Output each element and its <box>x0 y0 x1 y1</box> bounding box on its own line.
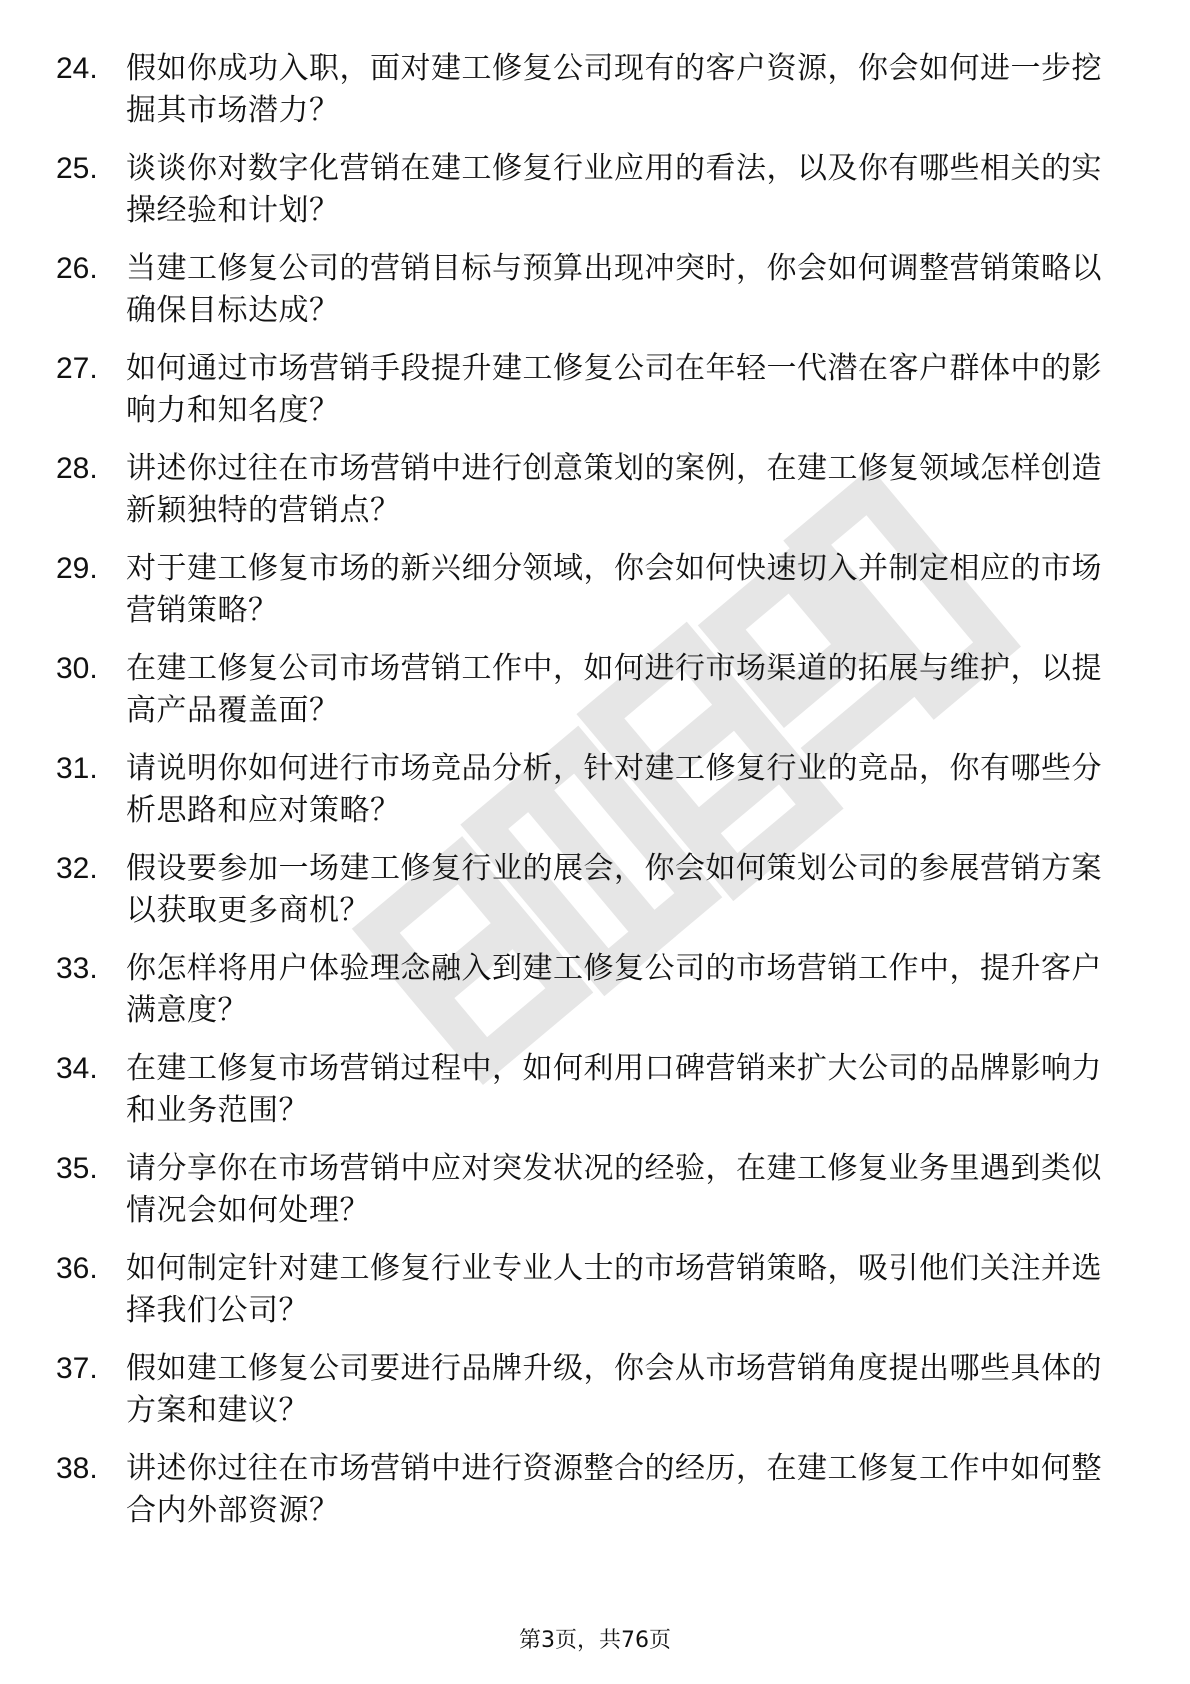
question-item <box>56 248 1116 332</box>
question-item <box>56 548 1116 632</box>
question-text: 在建工修复公司市场营销工作中，如何进行市场渠道的拓展与维护，以提高产品覆盖面？ <box>126 651 1102 728</box>
question-number: 26. <box>56 252 98 285</box>
question-list <box>56 48 1116 1548</box>
question-item <box>56 348 1116 432</box>
question-text: 请分享你在市场营销中应对突发状况的经验，在建工修复业务里遇到类似情况会如何处理？ <box>126 1151 1102 1228</box>
question-item <box>56 1148 1116 1232</box>
question-text: 对于建工修复市场的新兴细分领域，你会如何快速切入并制定相应的市场营销策略？ <box>126 551 1102 628</box>
question-item <box>56 748 1116 832</box>
question-number: 29. <box>56 552 98 585</box>
question-number: 32. <box>56 852 98 885</box>
question-text: 谈谈你对数字化营销在建工修复行业应用的看法，以及你有哪些相关的实操经验和计划？ <box>126 151 1102 228</box>
question-item <box>56 148 1116 232</box>
question-number: 31. <box>56 752 98 785</box>
question-number: 28. <box>56 452 98 485</box>
question-item <box>56 1048 1116 1132</box>
question-item <box>56 448 1116 532</box>
question-number: 37. <box>56 1352 98 1385</box>
question-text: 当建工修复公司的营销目标与预算出现冲突时，你会如何调整营销策略以确保目标达成？ <box>126 251 1102 328</box>
question-number: 35. <box>56 1152 98 1185</box>
question-text: 假如你成功入职，面对建工修复公司现有的客户资源，你会如何进一步挖掘其市场潜力？ <box>126 51 1102 128</box>
question-text: 如何通过市场营销手段提升建工修复公司在年轻一代潜在客户群体中的影响力和知名度？ <box>126 351 1102 428</box>
question-item <box>56 848 1116 932</box>
question-number: 30. <box>56 652 98 685</box>
question-text: 假如建工修复公司要进行品牌升级，你会从市场营销角度提出哪些具体的方案和建议？ <box>126 1351 1102 1428</box>
question-number: 36. <box>56 1252 98 1285</box>
question-text: 在建工修复市场营销过程中，如何利用口碑营销来扩大公司的品牌影响力和业务范围？ <box>126 1051 1102 1128</box>
question-text: 讲述你过往在市场营销中进行资源整合的经历，在建工修复工作中如何整合内外部资源？ <box>126 1451 1102 1528</box>
question-text: 请说明你如何进行市场竞品分析，针对建工修复行业的竞品，你有哪些分析思路和应对策略？ <box>126 751 1102 828</box>
question-item <box>56 648 1116 732</box>
question-item <box>56 48 1116 132</box>
question-text: 如何制定针对建工修复行业专业人士的市场营销策略，吸引他们关注并选择我们公司？ <box>126 1251 1102 1328</box>
question-item <box>56 1248 1116 1332</box>
question-number: 27. <box>56 352 98 385</box>
question-text: 你怎样将用户体验理念融入到建工修复公司的市场营销工作中，提升客户满意度？ <box>126 951 1102 1028</box>
question-number: 25. <box>56 152 98 185</box>
question-number: 24. <box>56 52 98 85</box>
question-item <box>56 1448 1116 1532</box>
question-item <box>56 1348 1116 1432</box>
question-number: 38. <box>56 1452 98 1485</box>
page-number-footer: 第3页，共76页 <box>519 1628 671 1653</box>
question-number: 34. <box>56 1052 98 1085</box>
question-item <box>56 948 1116 1032</box>
question-text: 讲述你过往在市场营销中进行创意策划的案例，在建工修复领域怎样创造新颖独特的营销点？ <box>126 451 1102 528</box>
question-number: 33. <box>56 952 98 985</box>
question-text: 假设要参加一场建工修复行业的展会，你会如何策划公司的参展营销方案以获取更多商机？ <box>126 851 1102 928</box>
